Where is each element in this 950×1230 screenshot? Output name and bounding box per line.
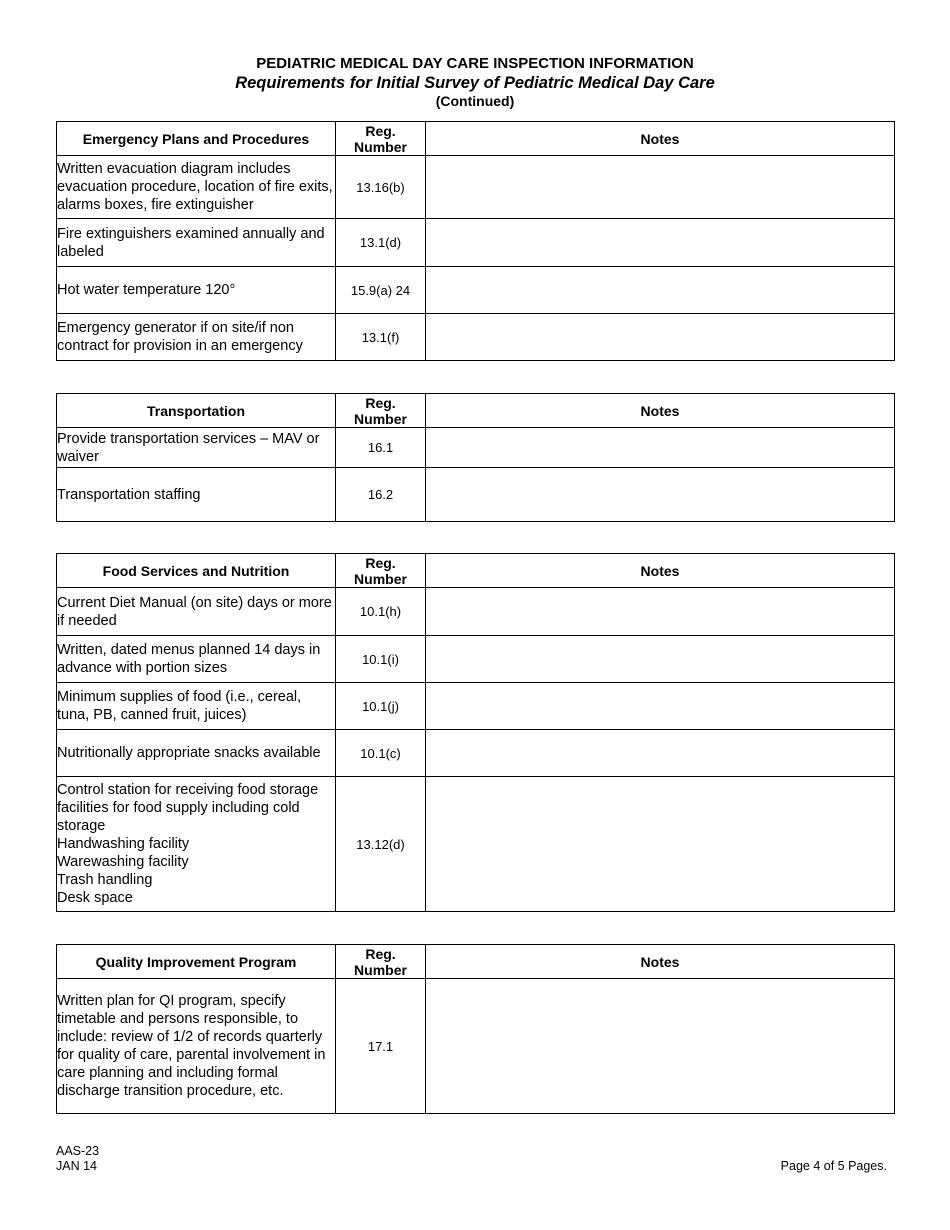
requirement-text: Provide transportation services – MAV or waiver: [57, 428, 336, 468]
table-header-row: [57, 122, 895, 156]
notes-cell[interactable]: [426, 636, 895, 683]
table-row: [57, 588, 895, 636]
reg-number: 13.12(d): [336, 777, 426, 912]
notes-header: Notes: [426, 394, 895, 428]
emergency-plans-table: [56, 121, 895, 361]
table-row: [57, 156, 895, 219]
table-row: [57, 314, 895, 361]
notes-cell[interactable]: [426, 979, 895, 1114]
notes-cell[interactable]: [426, 219, 895, 267]
reg-number-header: Reg. Number: [336, 122, 426, 156]
notes-cell[interactable]: [426, 777, 895, 912]
notes-cell[interactable]: [426, 588, 895, 636]
notes-cell[interactable]: [426, 156, 895, 219]
reg-number: 13.1(f): [336, 314, 426, 361]
food-services-table: [56, 553, 895, 912]
requirement-text: Written evacuation diagram includes evacuation procedure, location of fire exits, alarms boxes, fire extinguisher: [57, 156, 336, 219]
reg-number: 13.16(b): [336, 156, 426, 219]
notes-cell[interactable]: [426, 730, 895, 777]
reg-number: 10.1(c): [336, 730, 426, 777]
requirement-text: Transportation staffing: [57, 468, 336, 522]
notes-cell[interactable]: [426, 468, 895, 522]
table-header-row: [57, 554, 895, 588]
table-row: [57, 979, 895, 1114]
reg-number: 16.1: [336, 428, 426, 468]
transportation-table: [56, 393, 895, 522]
section-title: Quality Improvement Program: [57, 945, 336, 979]
continued-label: (Continued): [435, 93, 515, 109]
section-title: Food Services and Nutrition: [57, 554, 336, 588]
reg-number: 10.1(h): [336, 588, 426, 636]
table-header-row: [57, 945, 895, 979]
notes-header: Notes: [426, 554, 895, 588]
table-row: [57, 777, 895, 912]
table-row: [57, 219, 895, 267]
requirement-text: Hot water temperature 120°: [57, 267, 336, 314]
table-row: [57, 468, 895, 522]
table-row: [57, 730, 895, 777]
form-date: JAN 14: [56, 1159, 97, 1173]
requirement-text: Nutritionally appropriate snacks available: [57, 730, 336, 777]
page-header: [0, 55, 950, 110]
reg-number: 10.1(j): [336, 683, 426, 730]
notes-header: Notes: [426, 945, 895, 979]
form-id-block: [56, 1144, 99, 1174]
notes-header: Notes: [426, 122, 895, 156]
table-header-row: [57, 394, 895, 428]
reg-number: 10.1(i): [336, 636, 426, 683]
form-id: AAS-23: [56, 1144, 100, 1158]
reg-number-header: Reg. Number: [336, 394, 426, 428]
requirement-text: Written, dated menus planned 14 days in advance with portion sizes: [57, 636, 336, 683]
notes-cell[interactable]: [426, 428, 895, 468]
section-title: Emergency Plans and Procedures: [57, 122, 336, 156]
requirement-text: Control station for receiving food storage facilities for food supply including cold storage Handwashing facility Warewashing facility Trash handling Desk space: [57, 777, 336, 912]
requirement-text: Written plan for QI program, specify timetable and persons responsible, to include: review of 1/2 of records quarterly for quality of care, parental involvement in care planning and including formal discharge transition procedure, etc.: [57, 979, 336, 1114]
reg-number: 13.1(d): [336, 219, 426, 267]
reg-number: 17.1: [336, 979, 426, 1114]
reg-number-header: Reg. Number: [336, 945, 426, 979]
reg-number: 15.9(a) 24: [336, 267, 426, 314]
notes-cell[interactable]: [426, 314, 895, 361]
section-title: Transportation: [57, 394, 336, 428]
table-row: [57, 428, 895, 468]
notes-cell[interactable]: [426, 683, 895, 730]
page-number: Page 4 of 5 Pages.: [780, 1159, 887, 1173]
reg-number: 16.2: [336, 468, 426, 522]
requirement-text: Emergency generator if on site/if non contract for provision in an emergency: [57, 314, 336, 361]
page-title: PEDIATRIC MEDICAL DAY CARE INSPECTION INFORMATION: [256, 55, 694, 72]
requirement-text: Current Diet Manual (on site) days or more if needed: [57, 588, 336, 636]
reg-number-header: Reg. Number: [336, 554, 426, 588]
requirement-text: Minimum supplies of food (i.e., cereal, tuna, PB, canned fruit, juices): [57, 683, 336, 730]
table-row: [57, 636, 895, 683]
table-row: [57, 683, 895, 730]
notes-cell[interactable]: [426, 267, 895, 314]
table-row: [57, 267, 895, 314]
page-subtitle: Requirements for Initial Survey of Pediatric Medical Day Care: [235, 74, 715, 92]
quality-improvement-table: [56, 944, 895, 1114]
requirement-text: Fire extinguishers examined annually and labeled: [57, 219, 336, 267]
